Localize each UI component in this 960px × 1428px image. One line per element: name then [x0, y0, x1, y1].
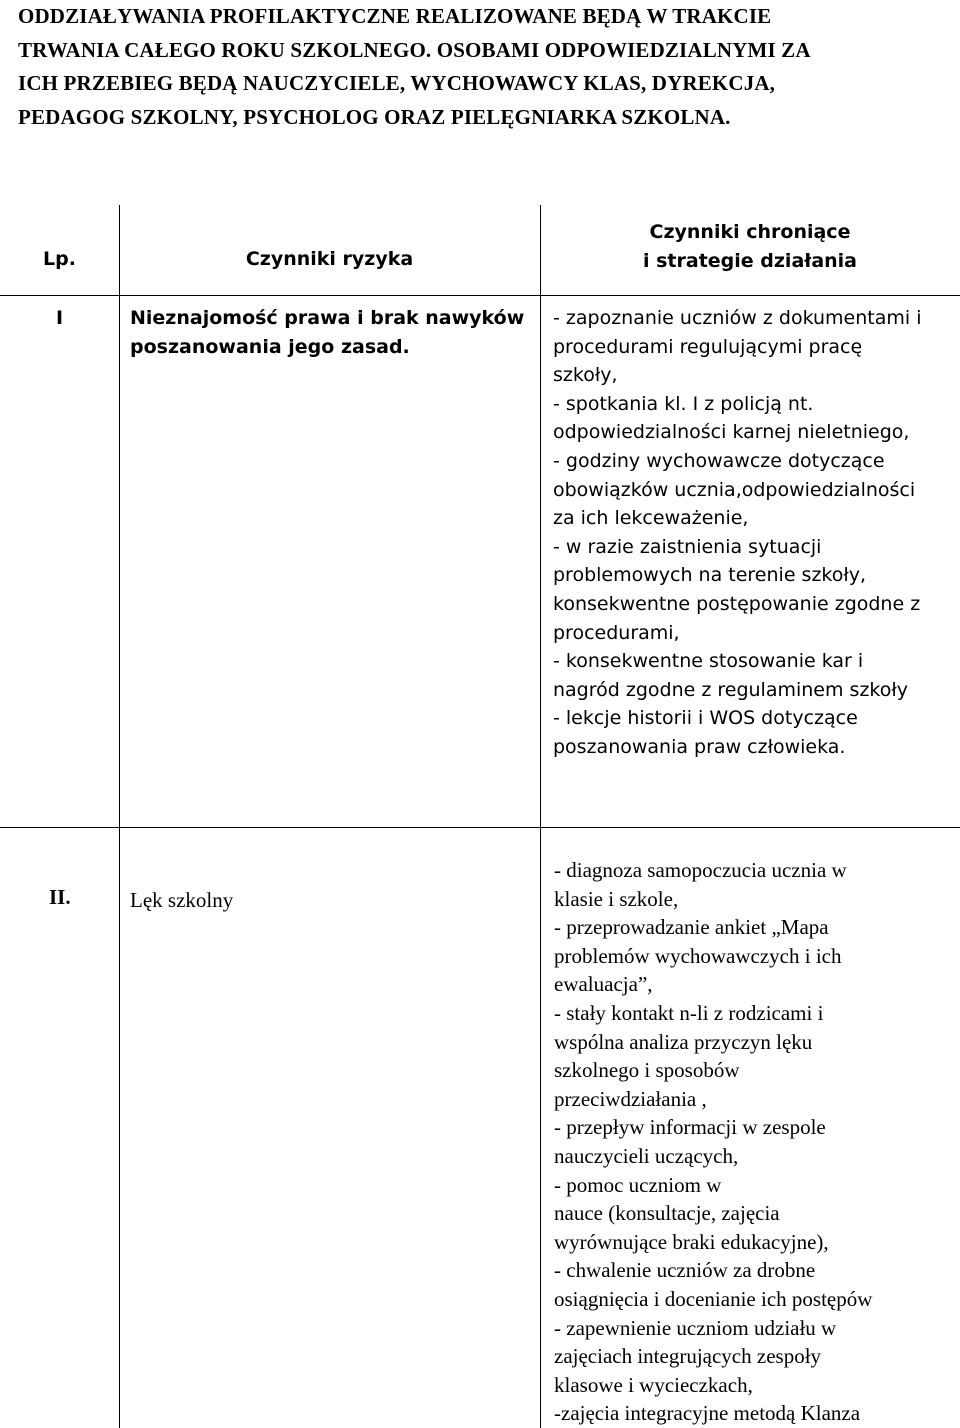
- action-line: procedurami regulującymi pracę: [553, 335, 863, 358]
- action-line: - przeprowadzanie ankiet „Mapa: [554, 915, 829, 940]
- action-line: przeciwdziałania ,: [554, 1086, 707, 1111]
- header-protective-line: Czynniki chroniące: [649, 221, 851, 243]
- action-line: -zajęcia integracyjne metodą Klanza: [554, 1401, 861, 1426]
- action-line: za ich lekceważenie,: [553, 507, 749, 530]
- action-line: - konsekwentne stosowanie kar i: [553, 650, 864, 673]
- action-line: szkoły,: [553, 364, 618, 387]
- action-line: obowiązków ucznia,odpowiedzialności: [553, 478, 916, 501]
- risk-factor-cell: [130, 304, 535, 361]
- action-line: - diagnoza samopoczucia ucznia w: [554, 858, 847, 882]
- column-divider: [119, 205, 120, 1428]
- header-risk-factors: Czynniki ryzyka: [245, 248, 414, 270]
- actions-cell: [554, 856, 959, 1428]
- intro-line: ODDZIAŁYWANIA PROFILAKTYCZNE REALIZOWANE BĘDĄ W TRAKCIE: [18, 4, 772, 28]
- row-number: I: [56, 307, 64, 329]
- action-line: wspólna analiza przyczyn lęku: [554, 1029, 813, 1054]
- actions-cell: [553, 304, 958, 762]
- action-line: - pomoc uczniom w: [554, 1172, 722, 1197]
- action-line: - zapoznanie uczniów z dokumentami i: [553, 307, 922, 329]
- header-protective-factors: [540, 218, 960, 275]
- intro-line: TRWANIA CAŁEGO ROKU SZKOLNEGO. OSOBAMI ODPOWIEDZIALNYMI ZA: [18, 37, 811, 62]
- action-line: zajęciach integrujących zespoły: [554, 1344, 822, 1369]
- action-line: problemowych na terenie szkoły,: [553, 564, 867, 587]
- action-line: - stały kontakt n-li z rodzicami i: [554, 1000, 824, 1025]
- action-line: klasowe i wycieczkach,: [554, 1372, 753, 1397]
- action-line: poszanowania praw człowieka.: [553, 735, 846, 758]
- risk-factor-cell: [130, 886, 535, 915]
- action-line: - chwalenie uczniów za drobne: [554, 1258, 816, 1283]
- header-protective-line: i strategie działania: [642, 249, 858, 272]
- row-divider: [0, 295, 960, 296]
- action-line: procedurami,: [553, 621, 680, 644]
- action-line: ewaluacja”,: [554, 972, 653, 997]
- action-line: problemów wychowawczych i ich: [554, 943, 842, 968]
- strategy-table: [0, 205, 960, 1428]
- action-line: - przepływ informacji w zespole: [554, 1115, 826, 1140]
- action-line: wyrównujące braki edukacyjne),: [554, 1229, 829, 1254]
- action-line: odpowiedzialności karnej nieletniego,: [553, 421, 910, 444]
- action-line: - spotkania kl. I z policją nt.: [553, 392, 814, 415]
- row-number: II.: [49, 885, 71, 909]
- action-line: - w razie zaistnienia sytuacji: [553, 535, 822, 558]
- risk-factor-line: poszanowania jego zasad.: [130, 335, 410, 358]
- header-lp: Lp.: [43, 248, 76, 270]
- action-line: klasie i szkole,: [554, 886, 679, 911]
- action-line: - zapewnienie uczniom udziału w: [554, 1315, 837, 1340]
- action-line: nagród zgodne z regulaminem szkoły: [553, 678, 909, 701]
- action-line: nauce (konsultacje, zajęcia: [554, 1201, 780, 1226]
- risk-factor-line: Nieznajomość prawa i brak nawyków: [130, 307, 525, 329]
- action-line: konsekwentne postępowanie zgodne z: [553, 592, 921, 615]
- intro-line: ICH PRZEBIEG BĘDĄ NAUCZYCIELE, WYCHOWAWCY KLAS, DYREKCJA,: [18, 71, 776, 96]
- risk-factor-line: Lęk szkolny: [130, 888, 234, 912]
- row-divider: [0, 827, 960, 828]
- intro-paragraph: [18, 0, 958, 134]
- action-line: nauczycieli uczących,: [554, 1143, 739, 1168]
- action-line: osiągnięcia i docenianie ich postępów: [554, 1286, 873, 1311]
- column-divider: [540, 205, 541, 1428]
- action-line: szkolnego i sposobów: [554, 1058, 740, 1083]
- action-line: - godziny wychowawcze dotyczące: [553, 449, 885, 472]
- action-line: - lekcje historii i WOS dotyczące: [553, 707, 858, 730]
- intro-line: PEDAGOG SZKOLNY, PSYCHOLOG ORAZ PIELĘGNIARKA SZKOLNA.: [18, 104, 731, 129]
